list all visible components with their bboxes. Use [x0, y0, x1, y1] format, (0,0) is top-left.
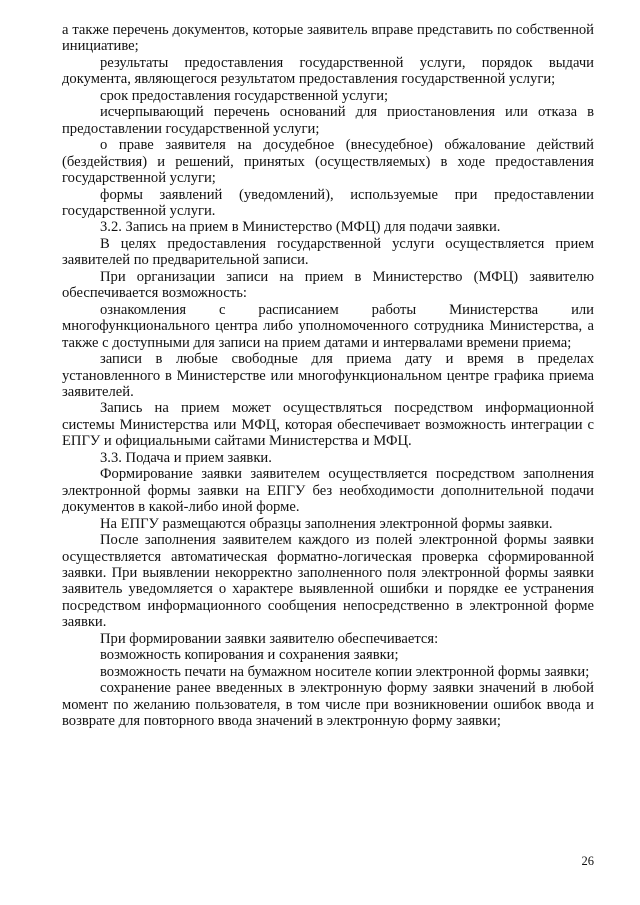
paragraph-19: возможность печати на бумажном носителе копии электронной формы заявки; [100, 663, 590, 680]
document-body [62, 22, 594, 729]
paragraph-15: На ЕПГУ размещаются образцы заполнения электронной формы заявки. [100, 515, 553, 532]
paragraph-4: исчерпывающий перечень оснований для приостановления или отказа в предоставлении государственной услуги; [62, 104, 594, 137]
paragraph-3: срок предоставления государственной услуги; [100, 87, 389, 104]
paragraph-11: записи в любые свободные для приема дату и время в пределах установленного в Министерстве или многофункциональном центре графика приема заявителей. [62, 351, 594, 400]
section-heading-3-3: 3.3. Подача и прием заявки. [100, 449, 272, 466]
paragraph-1: а также перечень документов, которые заявитель вправе представить по собственной инициативе; [62, 22, 594, 55]
paragraph-9: При организации записи на прием в Министерство (МФЦ) заявителю обеспечивается возможность: [62, 268, 594, 302]
paragraph-14: Формирование заявки заявителем осуществляется посредством заполнения электронной формы заявки на ЕПГУ без необходимости дополнительной подачи документов в какой-либо иной форме. [62, 466, 594, 516]
paragraph-10: ознакомления с расписанием работы Министерства или многофункционального центра либо уполномоченного сотрудника Министерства, а также с доступными для записи на прием датами и интервалами времени приема; [62, 301, 594, 351]
paragraph-12: Запись на прием может осуществляться посредством информационной системы Министерства или МФЦ, которая обеспечивает возможность интеграции с ЕПГУ и официальными сайтами Министерства и МФЦ. [62, 400, 594, 450]
page-number: 26 [581, 854, 594, 868]
paragraph-17: При формировании заявки заявителю обеспечивается: [100, 630, 439, 647]
paragraph-16: После заполнения заявителем каждого из полей электронной формы заявки осуществляется автоматическая форматно-логическая проверка сформированной заявки. При выявлении некорректно заполненного поля электронной формы заявки заявитель уведомляется о характере выявленной ошибки и порядке ее устранения посредством информационного сообщения непосредственно в электронной форме заявки. [62, 532, 594, 631]
section-heading-3-2: 3.2. Запись на прием в Министерство (МФЦ) для подачи заявки. [100, 219, 501, 236]
paragraph-2: результаты предоставления государственной услуги, порядок выдачи документа, являющегося результатом предоставления государственной услуги; [62, 54, 594, 88]
paragraph-18: возможность копирования и сохранения заявки; [100, 647, 399, 664]
paragraph-8: В целях предоставления государственной услуги осуществляется прием заявителей по предварительной записи. [62, 235, 594, 269]
paragraph-20: сохранение ранее введенных в электронную форму заявки значений в любой момент по желанию пользователя, в том числе при возникновении ошибок ввода и возврате для повторного ввода значений в электронную форму заявки; [62, 680, 594, 730]
paragraph-6: формы заявлений (уведомлений), используемые при предоставлении государственной услуги. [62, 186, 594, 219]
paragraph-5: о праве заявителя на досудебное (внесудебное) обжалование действий (бездействия) и решений, принятых (осуществляемых) в ходе предоставления государственной услуги; [62, 137, 594, 187]
